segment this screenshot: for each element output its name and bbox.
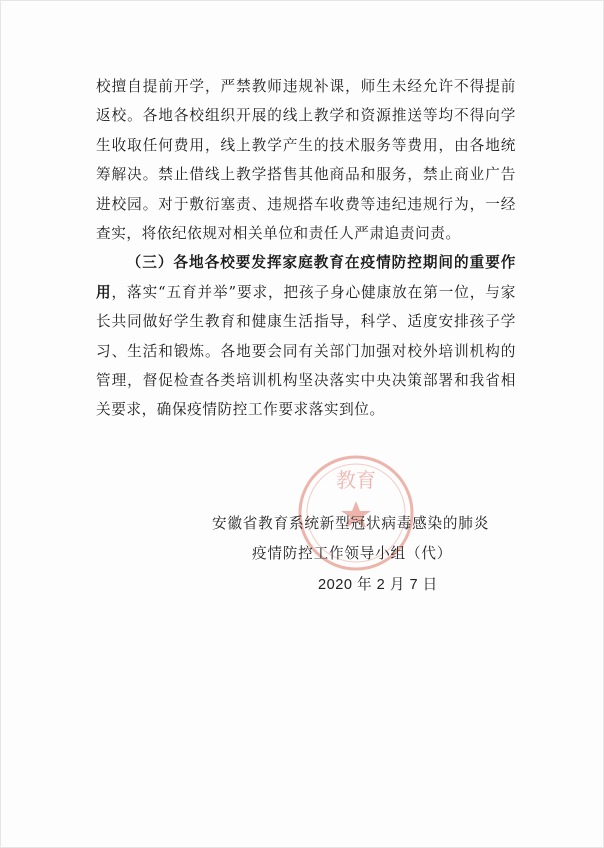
seal-text: 教育 [336,468,376,492]
signature-org-line2: 疫情防控工作领导小组（代） [252,545,453,562]
signature-date: 2020 年 2 月 7 日 [318,577,438,593]
signature-org-line1: 安徽省教育系统新型冠状病毒感染的肺炎 [212,515,490,532]
section-heading-three: （三）各地各校要发挥家庭教育在疫情防控期间的重要作用 [96,254,516,301]
document-body [96,72,516,425]
paragraph-family-education-text: ，落实“五育并举”要求，把孩子身心健康放在第一位，与家长共同做好学生教育和健康生活指导，科学、适度安排孩子学习、生活和锻炼。各地要会同有关部门加强对校外培训机构的管理，督促检查各类培训机构坚决落实中央决策部署和我省相关要求，确保疫情防控工作要求落实到位。 [96,283,516,419]
paragraph-regulations: 校擅自提前开学，严禁教师违规补课，师生未经允许不得提前返校。各地各校组织开展的线上教学和资源推送等均不得向学生收取任何费用，线上教学产生的技术服务等费用，由各地统筹解决。禁止借线上教学搭售其他商品和服务，禁止商业广告进校园。对于敷衍塞责、违规搭车收费等违纪违规行为，一经查实，将依纪依规对相关单位和责任人严肃追责问责。 [96,78,516,243]
paragraph-family-education [96,248,516,424]
